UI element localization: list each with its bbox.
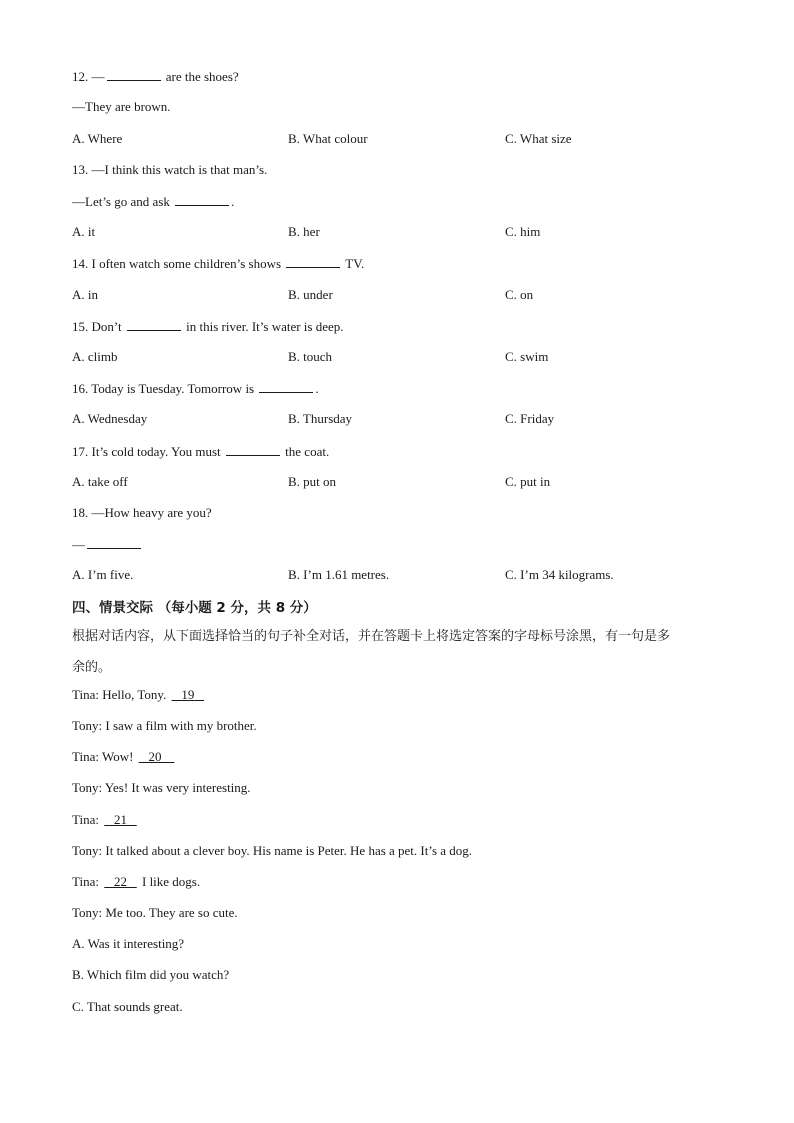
choice-c: C. That sounds great. — [72, 999, 183, 1014]
option-b: B. her — [288, 224, 320, 239]
question-13: 13. —I think this watch is that man’s. — [72, 162, 268, 177]
dialogue-line: Tony: I saw a film with my brother. — [72, 718, 257, 733]
option-a: A. take off — [72, 474, 128, 489]
question-18-reply: — — [72, 536, 143, 553]
dialogue-line: Tina: 21 — [72, 812, 139, 828]
answer-blank — [226, 443, 280, 456]
answer-blank — [87, 536, 141, 549]
dialogue-line: Tony: Me too. They are so cute. — [72, 905, 238, 920]
numbered-blank: 22 — [113, 874, 127, 889]
dialogue-line: Tony: It talked about a clever boy. His name is Peter. He has a pet. It’s a dog. — [72, 843, 473, 858]
dialogue-line: Tina: Wow! 20 — [72, 749, 176, 765]
option-a: A. Where — [72, 131, 123, 146]
answer-blank — [107, 68, 161, 81]
numbered-blank: 20 — [148, 749, 162, 764]
option-c: C. Friday — [505, 411, 555, 426]
option-c: C. What size — [505, 131, 572, 146]
option-c: C. I’m 34 kilograms. — [505, 567, 614, 582]
option-a: A. Wednesday — [72, 411, 148, 426]
answer-blank — [175, 193, 229, 206]
section-heading: 四、情景交际 （每小题 2 分，共 8 分） — [72, 600, 317, 616]
option-b: B. under — [288, 287, 333, 302]
question-12-reply: —They are brown. — [72, 99, 171, 114]
option-c: C. him — [505, 224, 541, 239]
section-instruction: 根据对话内容，从下面选择恰当的句子补全对话，并在答题卡上将选定答案的字母标号涂黑，有一句是多 — [72, 629, 671, 644]
question-13-reply: —Let’s go and ask . — [72, 194, 235, 209]
answer-blank — [259, 380, 313, 393]
dialogue-line: Tina: Hello, Tony. 19 — [72, 687, 206, 703]
option-b: B. I’m 1.61 metres. — [288, 567, 390, 582]
option-c: C. swim — [505, 349, 549, 364]
question-15: 15. Don’t in this river. It’s water is deep. — [72, 319, 344, 334]
dialogue-line: Tina: 22 I like dogs. — [72, 874, 201, 889]
choice-a: A. Was it interesting? — [72, 936, 185, 951]
question-17: 17. It’s cold today. You must the coat. — [72, 444, 330, 459]
option-b: B. Thursday — [288, 411, 353, 426]
option-c: C. on — [505, 287, 534, 302]
dialogue-line: Tony: Yes! It was very interesting. — [72, 780, 251, 795]
option-a: A. in — [72, 287, 98, 302]
option-b: B. touch — [288, 349, 333, 364]
answer-blank — [286, 255, 340, 268]
answer-blank — [127, 318, 181, 331]
option-a: A. it — [72, 224, 96, 239]
option-a: A. I’m five. — [72, 567, 134, 582]
option-b: B. What colour — [288, 131, 368, 146]
option-c: C. put in — [505, 474, 551, 489]
option-a: A. climb — [72, 349, 118, 364]
question-18: 18. —How heavy are you? — [72, 505, 212, 520]
numbered-blank: 19 — [181, 687, 195, 702]
question-14: 14. I often watch some children’s shows TV. — [72, 256, 365, 271]
numbered-blank: 21 — [113, 812, 127, 827]
option-b: B. put on — [288, 474, 337, 489]
section-instruction-cont: 余的。 — [72, 660, 112, 675]
question-16: 16. Today is Tuesday. Tomorrow is . — [72, 381, 319, 396]
question-12: 12. — are the shoes? — [72, 69, 239, 84]
choice-b: B. Which film did you watch? — [72, 967, 230, 982]
